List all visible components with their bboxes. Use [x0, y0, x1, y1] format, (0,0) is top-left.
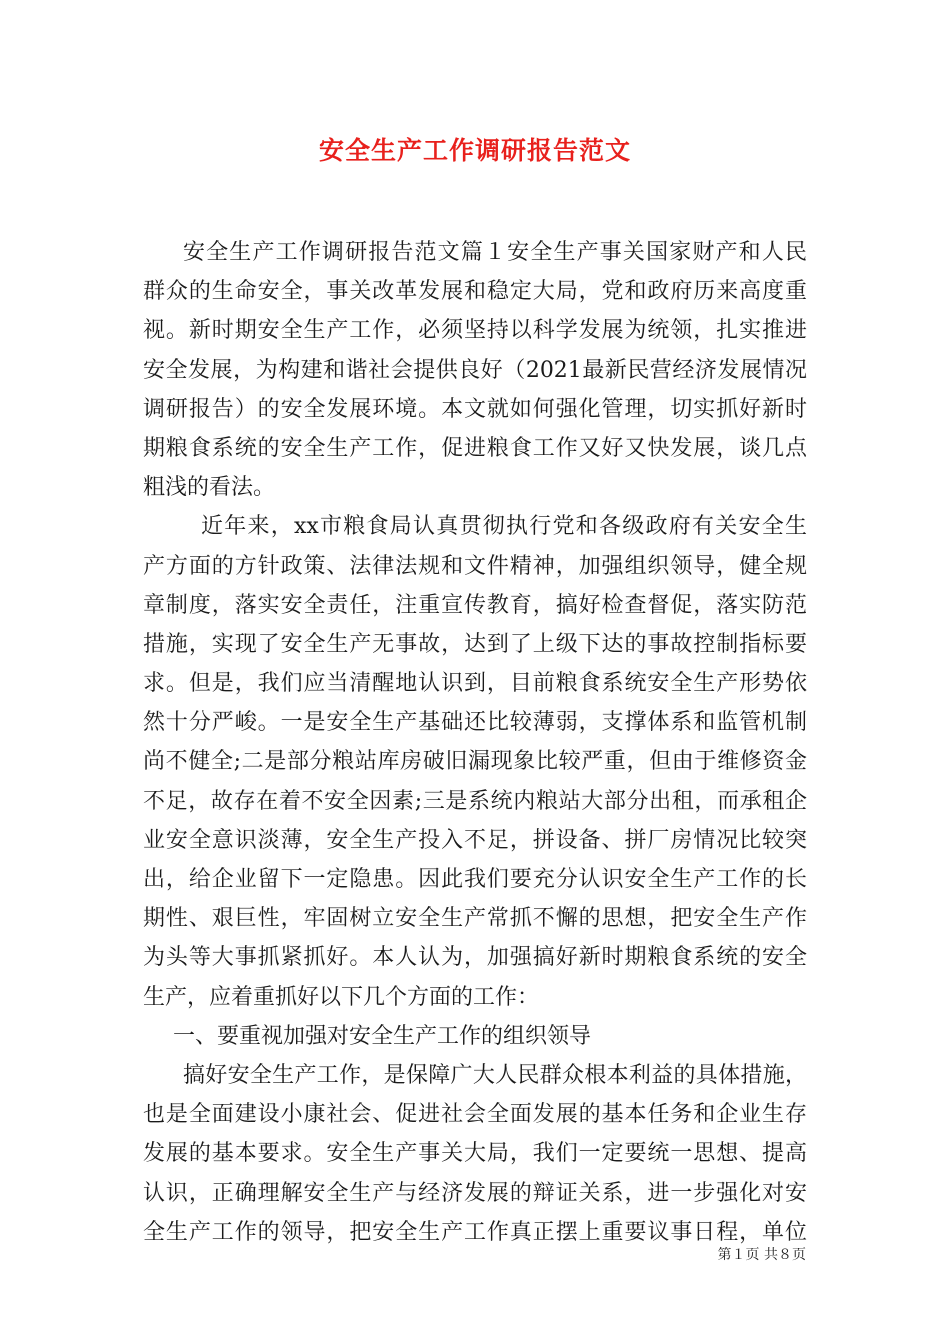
paragraph-line: 期粮食系统的安全生产工作，促进粮食工作又好又快发展，谈几点 [143, 435, 807, 461]
body-text [143, 233, 807, 1252]
paragraph-line: 产方面的方针政策、法律法规和文件精神，加强组织领导，健全规 [143, 553, 807, 579]
paragraph-line: 搞好安全生产工作，是保障广大人民群众根本利益的具体措施， [183, 1062, 807, 1088]
paragraph-line: 全生产工作的领导，把安全生产工作真正摆上重要议事日程，单位 [143, 1219, 807, 1245]
paragraph-line: 措施，实现了安全生产无事故，达到了上级下达的事故控制指标要 [143, 631, 807, 657]
paragraph-line: 调研报告）的安全发展环境。本文就如何强化管理，切实抓好新时 [143, 396, 807, 422]
paragraph-line: 安全生产工作调研报告范文篇１安全生产事关国家财产和人民 [183, 240, 807, 265]
paragraph-line: 群众的生命安全，事关改革发展和稳定大局，党和政府历来高度重 [143, 279, 807, 305]
paragraph-line: 视。新时期安全生产工作，必须坚持以科学发展为统领，扎实推进 [143, 318, 807, 344]
section-heading: 一、要重视加强对安全生产工作的组织领导 [173, 1023, 592, 1049]
paragraph-line: 求。但是，我们应当清醒地认识到，目前粮食系统安全生产形势依 [143, 671, 807, 697]
paragraph-line: 近年来，xx市粮食局认真贯彻执行党和各级政府有关安全生 [201, 514, 807, 540]
paragraph-line: 尚不健全;二是部分粮站库房破旧漏现象比较严重，但由于维修资金 [143, 749, 807, 775]
page-number: 第１页 共８页 [717, 1247, 806, 1263]
paragraph-line: 粗浅的看法。 [143, 475, 276, 501]
paragraph-line: 安全发展，为构建和谐社会提供良好（2021最新民营经济发展情况 [143, 357, 807, 383]
paragraph-line: 也是全面建设小康社会、促进社会全面发展的基本任务和企业生存 [143, 1102, 807, 1128]
paragraph-line: 为头等大事抓紧抓好。本人认为，加强搞好新时期粮食系统的安全 [143, 945, 807, 971]
paragraph-line: 然十分严峻。一是安全生产基础还比较薄弱，支撑体系和监管机制 [143, 710, 807, 736]
paragraph-line: 生产，应着重抓好以下几个方面的工作： [143, 984, 540, 1010]
paragraph-line: 业安全意识淡薄，安全生产投入不足，拼设备、拼厂房情况比较突 [143, 827, 807, 853]
paragraph-line: 章制度，落实安全责任，注重宣传教育，搞好检查督促，落实防范 [143, 592, 807, 618]
page-title: 安全生产工作调研报告范文 [318, 136, 631, 165]
paragraph-line: 不足，故存在着不安全因素;三是系统内粮站大部分出租，而承租企 [143, 788, 807, 814]
paragraph-line: 发展的基本要求。安全生产事关大局，我们一定要统一思想、提高 [143, 1141, 807, 1167]
paragraph-line: 期性、艰巨性，牢固树立安全生产常抓不懈的思想，把安全生产作 [143, 906, 807, 932]
paragraph-line: 出，给企业留下一定隐患。因此我们要充分认识安全生产工作的长 [143, 867, 807, 892]
paragraph-line: 认识，正确理解安全生产与经济发展的辩证关系，进一步强化对安 [143, 1180, 807, 1206]
